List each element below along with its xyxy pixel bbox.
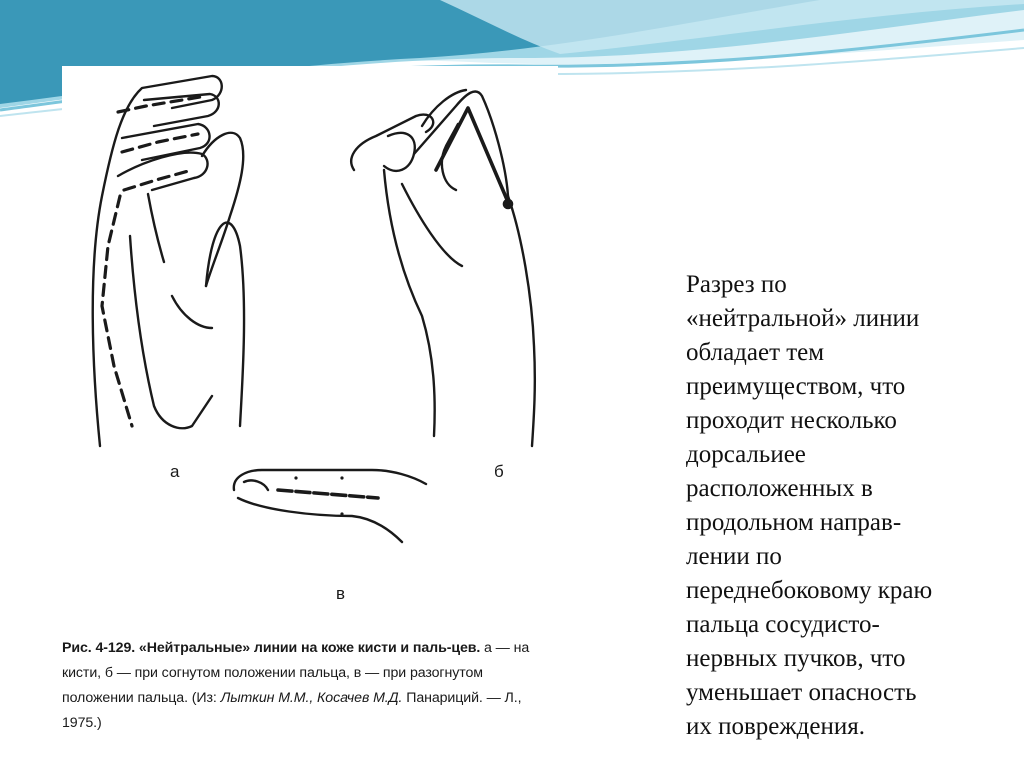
figure-caption <box>62 636 558 736</box>
caption-author: Лыткин М.М., Косачев М.Д. <box>220 690 403 706</box>
finger-c-dot-1 <box>294 476 297 479</box>
finger-c-dot-3 <box>340 512 343 515</box>
finger-c-neutral-line <box>278 490 378 498</box>
finger-c-drawing <box>234 470 426 542</box>
figure-label-b: б <box>494 462 504 481</box>
caption-title: Рис. 4-129. «Нейтральные» линии на коже кисти и паль-цев. <box>62 640 481 656</box>
finger-c-dot-2 <box>340 476 343 479</box>
caption-body-2: Панариций. — Л., 1975.) <box>62 690 522 731</box>
hand-b-neutral-line <box>436 108 512 208</box>
hand-illustration <box>62 66 558 636</box>
hand-b-drawing <box>351 90 535 446</box>
caption-body-1: а — на кисти, б — при согнутом положении пальца, в — при разогнутом положении пальца. (Из: <box>62 640 530 706</box>
hand-a-drawing <box>93 76 244 446</box>
hand-a-neutral-line <box>102 96 206 426</box>
figure-label-a: а <box>170 462 180 481</box>
figure-panel <box>62 66 558 742</box>
main-text-paragraph: Разрез по «нейтральной» линии обладает тем преимуществом, что проходит несколько дорсальиее расположенных в продольном направ- лении по переднебоковому краю пальца сосудисто- нервных пучков, что уменьшает опасность их повреждения. <box>686 271 933 740</box>
figure-label-v: в <box>336 584 346 603</box>
